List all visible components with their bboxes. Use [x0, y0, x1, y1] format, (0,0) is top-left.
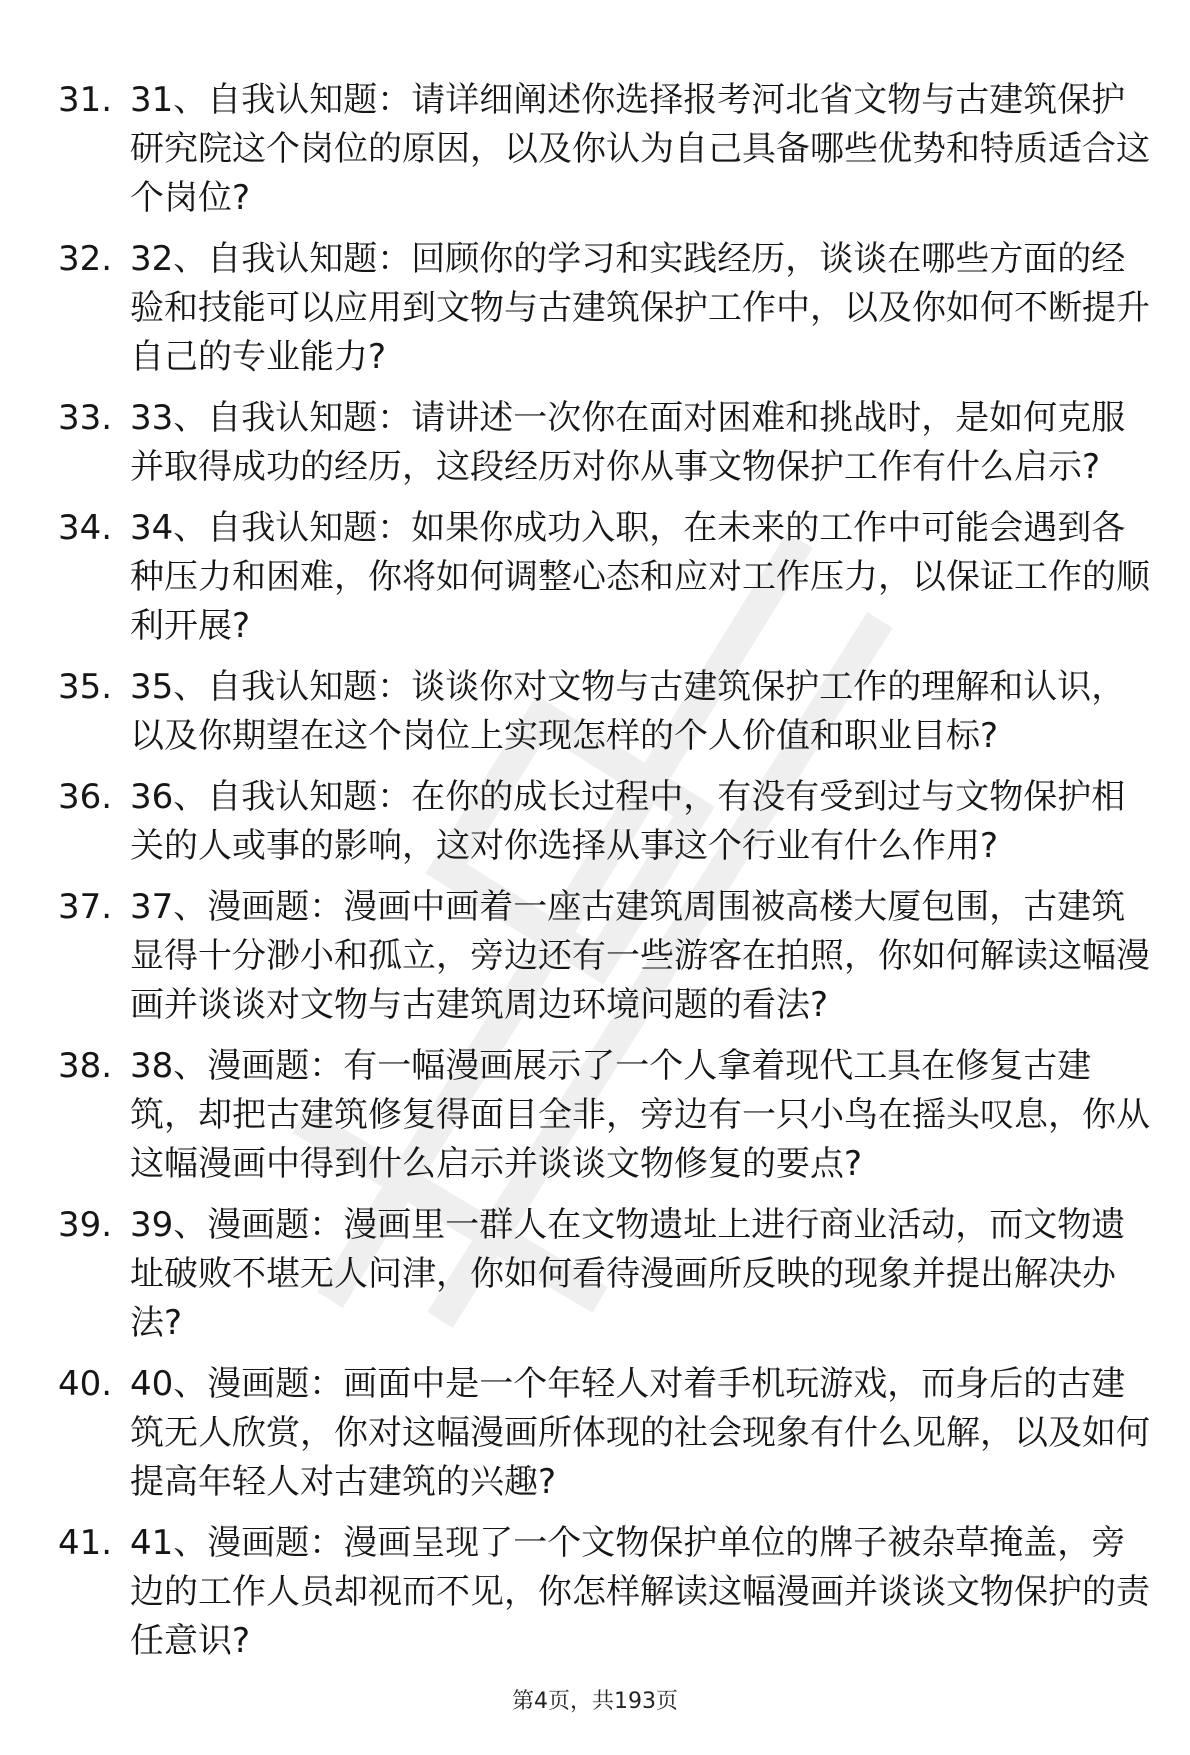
question-number: 40.: [58, 1364, 113, 1404]
question-number: 32.: [58, 239, 113, 279]
question-number: 41.: [58, 1523, 113, 1563]
list-item: [58, 663, 1158, 761]
question-text: 41、漫画题：漫画呈现了一个文物保护单位的牌子被杂草掩盖，旁边的工作人员却视而不见，你怎样解读这幅漫画并谈谈文物保护的责任意识?: [130, 1523, 1150, 1661]
question-number: 35.: [58, 667, 113, 707]
question-list: [58, 76, 1158, 1678]
question-text: 37、漫画题：漫画中画着一座古建筑周围被高楼大厦包围，古建筑显得十分渺小和孤立，旁边还有一些游客在拍照，你如何解读这幅漫画并谈谈对文物与古建筑周边环境问题的看法?: [130, 887, 1150, 1025]
question-text: 39、漫画题：漫画里一群人在文物遗址上进行商业活动，而文物遗址破败不堪无人问津，你如何看待漫画所反映的现象并提出解决办法?: [130, 1205, 1126, 1343]
list-item: [58, 773, 1158, 871]
question-text: 32、自我认知题：回顾你的学习和实践经历，谈谈在哪些方面的经验和技能可以应用到文物与古建筑保护工作中，以及你如何不断提升自己的专业能力?: [130, 239, 1150, 377]
question-number: 36.: [58, 777, 113, 817]
list-item: [58, 1042, 1158, 1189]
list-item: [58, 394, 1158, 492]
question-number: 31.: [58, 80, 113, 120]
page-number-footer: 第4页，共193页: [512, 1689, 678, 1714]
question-text: 35、自我认知题：谈谈你对文物与古建筑保护工作的理解和认识，以及你期望在这个岗位上实现怎样的个人价值和职业目标?: [130, 667, 1126, 756]
list-item: [58, 504, 1158, 651]
list-item: [58, 76, 1158, 223]
question-number: 37.: [58, 887, 113, 927]
question-number: 39.: [58, 1205, 113, 1245]
question-text: 36、自我认知题：在你的成长过程中，有没有受到过与文物保护相关的人或事的影响，这对你选择从事这个行业有什么作用?: [130, 777, 1126, 866]
question-text: 31、自我认知题：请详细阐述你选择报考河北省文物与古建筑保护研究院这个岗位的原因，以及你认为自己具备哪些优势和特质适合这个岗位?: [130, 80, 1150, 218]
list-item: [58, 1201, 1158, 1348]
question-text: 34、自我认知题：如果你成功入职，在未来的工作中可能会遇到各种压力和困难，你将如何调整心态和应对工作压力，以保证工作的顺利开展?: [130, 508, 1150, 646]
question-text: 40、漫画题：画面中是一个年轻人对着手机玩游戏，而身后的古建筑无人欣赏，你对这幅漫画所体现的社会现象有什么见解，以及如何提高年轻人对古建筑的兴趣?: [130, 1364, 1150, 1502]
list-item: [58, 883, 1158, 1030]
list-item: [58, 235, 1158, 382]
question-number: 34.: [58, 508, 113, 548]
question-number: 38.: [58, 1046, 113, 1086]
list-item: [58, 1519, 1158, 1666]
question-text: 33、自我认知题：请讲述一次你在面对困难和挑战时，是如何克服并取得成功的经历，这段经历对你从事文物保护工作有什么启示?: [130, 398, 1126, 487]
question-text: 38、漫画题：有一幅漫画展示了一个人拿着现代工具在修复古建筑，却把古建筑修复得面目全非，旁边有一只小鸟在摇头叹息，你从这幅漫画中得到什么启示并谈谈文物修复的要点?: [130, 1046, 1150, 1184]
question-number: 33.: [58, 398, 113, 438]
list-item: [58, 1360, 1158, 1507]
